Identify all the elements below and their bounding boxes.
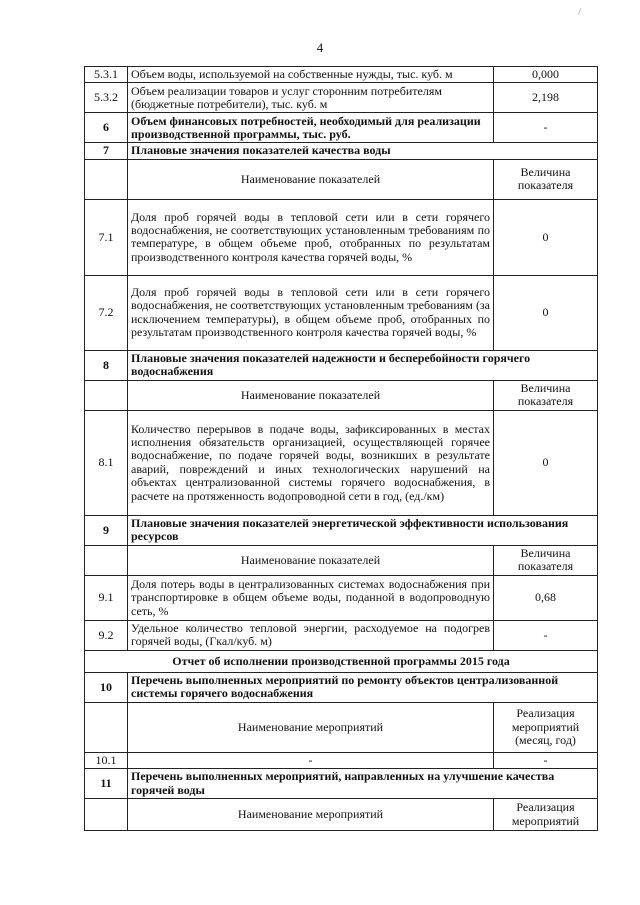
page-number: 4 bbox=[316, 40, 324, 55]
row-text: Объем воды, используемой на собственные нужды, тыс. куб. м bbox=[128, 67, 494, 83]
row-value: 2,198 bbox=[494, 83, 598, 113]
section-number: 9 bbox=[85, 515, 128, 545]
section-number: 10 bbox=[85, 672, 128, 702]
column-header-name: Наименование мероприятий bbox=[128, 702, 494, 752]
row-value: 0 bbox=[494, 275, 598, 350]
column-header-name: Наименование показателей bbox=[128, 380, 494, 410]
table-row bbox=[85, 515, 598, 545]
empty-cell bbox=[85, 799, 128, 831]
empty-cell bbox=[85, 702, 128, 752]
section-number: 6 bbox=[85, 113, 128, 143]
table-row bbox=[85, 575, 598, 620]
row-value: 0 bbox=[494, 199, 598, 275]
section-number: 7 bbox=[85, 143, 128, 159]
row-number: 8.1 bbox=[85, 410, 128, 515]
section-number: 8 bbox=[85, 350, 128, 380]
row-value: - bbox=[494, 620, 598, 650]
table-row bbox=[85, 769, 598, 799]
table-header-row bbox=[85, 799, 598, 831]
section-title: Плановые значения показателей энергетической эффективности использования ресурсов bbox=[128, 515, 598, 545]
empty-cell bbox=[85, 159, 128, 199]
row-text: Удельное количество тепловой энергии, расходуемое на подогрев горячей воды, (Гкал/куб. м) bbox=[128, 620, 494, 650]
column-header-value: Реализация мероприятий bbox=[494, 799, 598, 831]
column-header-name: Наименование мероприятий bbox=[128, 799, 494, 831]
table-row bbox=[85, 275, 598, 350]
row-text: Доля потерь воды в централизованных системах водоснабжения при транспортировке в общем объеме воды, поданной в водопроводную сеть, % bbox=[128, 575, 494, 620]
section-title: Плановые значения показателей качества воды bbox=[128, 143, 598, 159]
table-row bbox=[85, 672, 598, 702]
table-row bbox=[85, 752, 598, 768]
row-value: 0,68 bbox=[494, 575, 598, 620]
report-heading-row bbox=[85, 650, 598, 672]
row-value: 0 bbox=[494, 410, 598, 515]
row-value: - bbox=[494, 113, 598, 143]
table-row bbox=[85, 350, 598, 380]
corner-mark: / bbox=[578, 6, 582, 18]
program-table bbox=[84, 66, 598, 831]
empty-cell bbox=[85, 545, 128, 575]
table-row bbox=[85, 199, 598, 275]
row-number: 5.3.2 bbox=[85, 83, 128, 113]
table-row bbox=[85, 410, 598, 515]
table-row bbox=[85, 620, 598, 650]
table-row bbox=[85, 143, 598, 159]
empty-cell bbox=[85, 380, 128, 410]
table-header-row bbox=[85, 545, 598, 575]
row-text: Объем реализации товаров и услуг сторонним потребителям (бюджетные потребители), тыс. куб. м bbox=[128, 83, 494, 113]
column-header-value: Величина показателя bbox=[494, 545, 598, 575]
column-header-value: Реализация мероприятий (месяц, год) bbox=[494, 702, 598, 752]
section-number: 11 bbox=[85, 769, 128, 799]
row-value: - bbox=[494, 752, 598, 768]
section-title: Перечень выполненных мероприятий по ремонту объектов централизованной системы горячего водоснабжения bbox=[128, 672, 598, 702]
row-number: 10.1 bbox=[85, 752, 128, 768]
report-heading: Отчет об исполнении производственной программы 2015 года bbox=[85, 650, 598, 672]
section-title: Объем финансовых потребностей, необходимый для реализации производственной программы, тыс. руб. bbox=[128, 113, 494, 143]
table-row bbox=[85, 67, 598, 83]
row-text: Количество перерывов в подаче воды, зафиксированных в местах исполнения обязательств организацией, осуществляющей горячее водоснабжение, по подаче горячей воды, возникших в результате аварий, повреждений и иных технологических нарушений на объектах централизованной системы горячего водоснабжения, в расчете на протяженность водопроводной сети в год, (ед./км) bbox=[128, 410, 494, 515]
column-header-name: Наименование показателей bbox=[128, 159, 494, 199]
row-value: 0,000 bbox=[494, 67, 598, 83]
row-number: 5.3.1 bbox=[85, 67, 128, 83]
section-title: Перечень выполненных мероприятий, направленных на улучшение качества горячей воды bbox=[128, 769, 598, 799]
row-number: 7.1 bbox=[85, 199, 128, 275]
column-header-name: Наименование показателей bbox=[128, 545, 494, 575]
row-number: 9.2 bbox=[85, 620, 128, 650]
row-text: - bbox=[128, 752, 494, 768]
table-header-row bbox=[85, 159, 598, 199]
row-number: 9.1 bbox=[85, 575, 128, 620]
section-title: Плановые значения показателей надежности и бесперебойности горячего водоснабжения bbox=[128, 350, 598, 380]
table-row bbox=[85, 83, 598, 113]
table-header-row bbox=[85, 380, 598, 410]
row-text: Доля проб горячей воды в тепловой сети или в сети горячего водоснабжения, не соответствующих установленным требованиям по температуре, в общем объеме проб, отобранных по результатам производственного контроля качества горячей воды, % bbox=[128, 199, 494, 275]
table-header-row bbox=[85, 702, 598, 752]
row-number: 7.2 bbox=[85, 275, 128, 350]
column-header-value: Величина показателя bbox=[494, 380, 598, 410]
row-text: Доля проб горячей воды в тепловой сети или в сети горячего водоснабжения, не соответствующих установленным требованиям (за исключением температуры), в общем объеме проб, отобранных по результатам производственного контроля качества горячей воды, % bbox=[128, 275, 494, 350]
column-header-value: Величина показателя bbox=[494, 159, 598, 199]
table-row bbox=[85, 113, 598, 143]
